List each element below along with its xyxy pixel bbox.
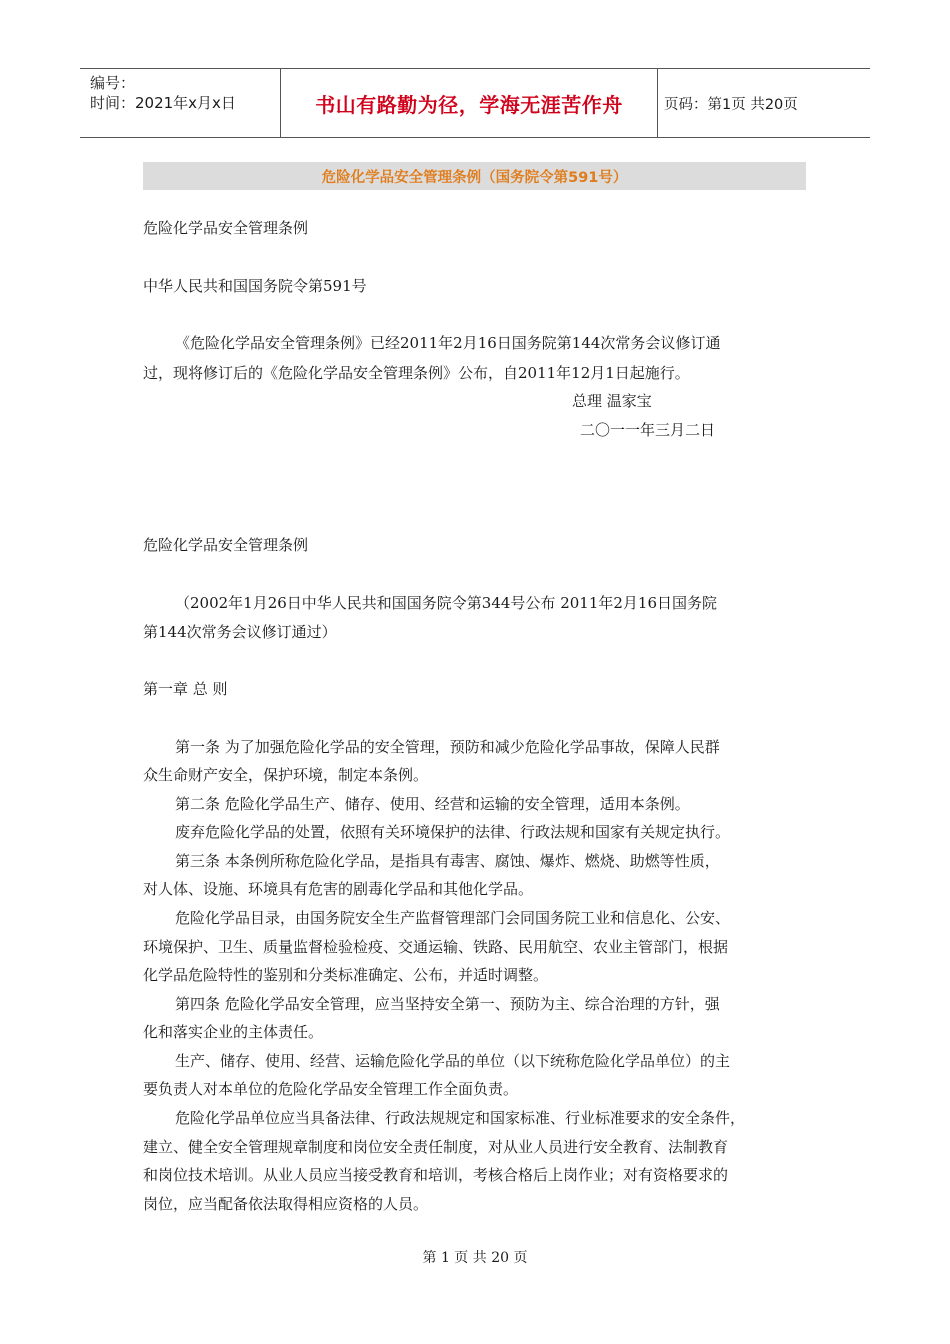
text-line: 建立、健全安全管理规章制度和岗位安全责任制度，对从业人员进行安全教育、法制教育 (143, 1138, 729, 1156)
text-line: 危险化学品安全管理条例 (143, 219, 309, 237)
text-line: 危险化学品安全管理条例 (143, 536, 309, 554)
text-line: 过，现将修订后的《危险化学品安全管理条例》公布，自2011年12月1日起施行。 (143, 364, 690, 382)
text-line: 第四条 危险化学品安全管理，应当坚持安全第一、预防为主、综合治理的方针，强 (175, 995, 720, 1013)
text-line: 岗位，应当配备依法取得相应资格的人员。 (143, 1195, 429, 1213)
text-line: 《危险化学品安全管理条例》已经2011年2月16日国务院第144次常务会议修订通 (175, 334, 721, 352)
document-title-bar (143, 162, 806, 190)
header-motto-cell (281, 69, 658, 137)
text-line: 对人体、设施、环境具有危害的剧毒化学品和其他化学品。 (143, 880, 534, 898)
text-line: 危险化学品目录，由国务院安全生产监督管理部门会同国务院工业和信息化、公安、 (175, 909, 731, 927)
text-line: （2002年1月26日中华人民共和国国务院令第344号公布 2011年2月16日国务院 (175, 594, 718, 612)
text-line: 要负责人对本单位的危险化学品安全管理工作全面负责。 (143, 1080, 519, 1098)
date-line: 二〇一一年三月二日 (580, 421, 716, 439)
signature-line: 总理 温家宝 (572, 392, 652, 410)
text-line: 第二条 危险化学品生产、储存、使用、经营和运输的安全管理，适用本条例。 (175, 795, 690, 813)
text-line: 第144次常务会议修订通过） (143, 623, 337, 641)
number-label: 编号： (90, 74, 136, 92)
motto-text: 书山有路勤为径，学海无涯苦作舟 (315, 92, 623, 117)
document-title: 危险化学品安全管理条例（国务院令第591号） (321, 169, 628, 186)
text-line: 第三条 本条例所称危险化学品，是指具有毒害、腐蚀、爆炸、燃烧、助燃等性质， (175, 852, 720, 870)
header-meta-cell (80, 69, 281, 137)
text-line: 废弃危险化学品的处置，依照有关环境保护的法律、行政法规和国家有关规定执行。 (175, 823, 731, 841)
time-label: 时间：2021年x月x日 (90, 94, 236, 112)
text-line: 化和落实企业的主体责任。 (143, 1023, 324, 1041)
chapter-heading: 第一章 总 则 (143, 680, 228, 698)
text-line: 第一条 为了加强危险化学品的安全管理，预防和减少危险化学品事故，保障人民群 (175, 738, 720, 756)
header-page-cell (658, 69, 870, 137)
header-table (80, 68, 870, 138)
text-line: 环境保护、卫生、质量监督检验检疫、交通运输、铁路、民用航空、农业主管部门，根据 (143, 938, 729, 956)
text-line: 和岗位技术培训。从业人员应当接受教育和培训，考核合格后上岗作业；对有资格要求的 (143, 1166, 729, 1184)
page-info: 页码：第1页 共20页 (664, 96, 798, 113)
page-footer: 第 1 页 共 20 页 (422, 1250, 528, 1266)
text-line: 化学品危险特性的鉴别和分类标准确定、公布，并适时调整。 (143, 966, 549, 984)
text-line: 危险化学品单位应当具备法律、行政法规规定和国家标准、行业标准要求的安全条件， (175, 1109, 746, 1127)
text-line: 生产、储存、使用、经营、运输危险化学品的单位（以下统称危险化学品单位）的主 (175, 1052, 731, 1070)
text-line: 中华人民共和国国务院令第591号 (143, 277, 367, 295)
text-line: 众生命财产安全，保护环境，制定本条例。 (143, 766, 429, 784)
